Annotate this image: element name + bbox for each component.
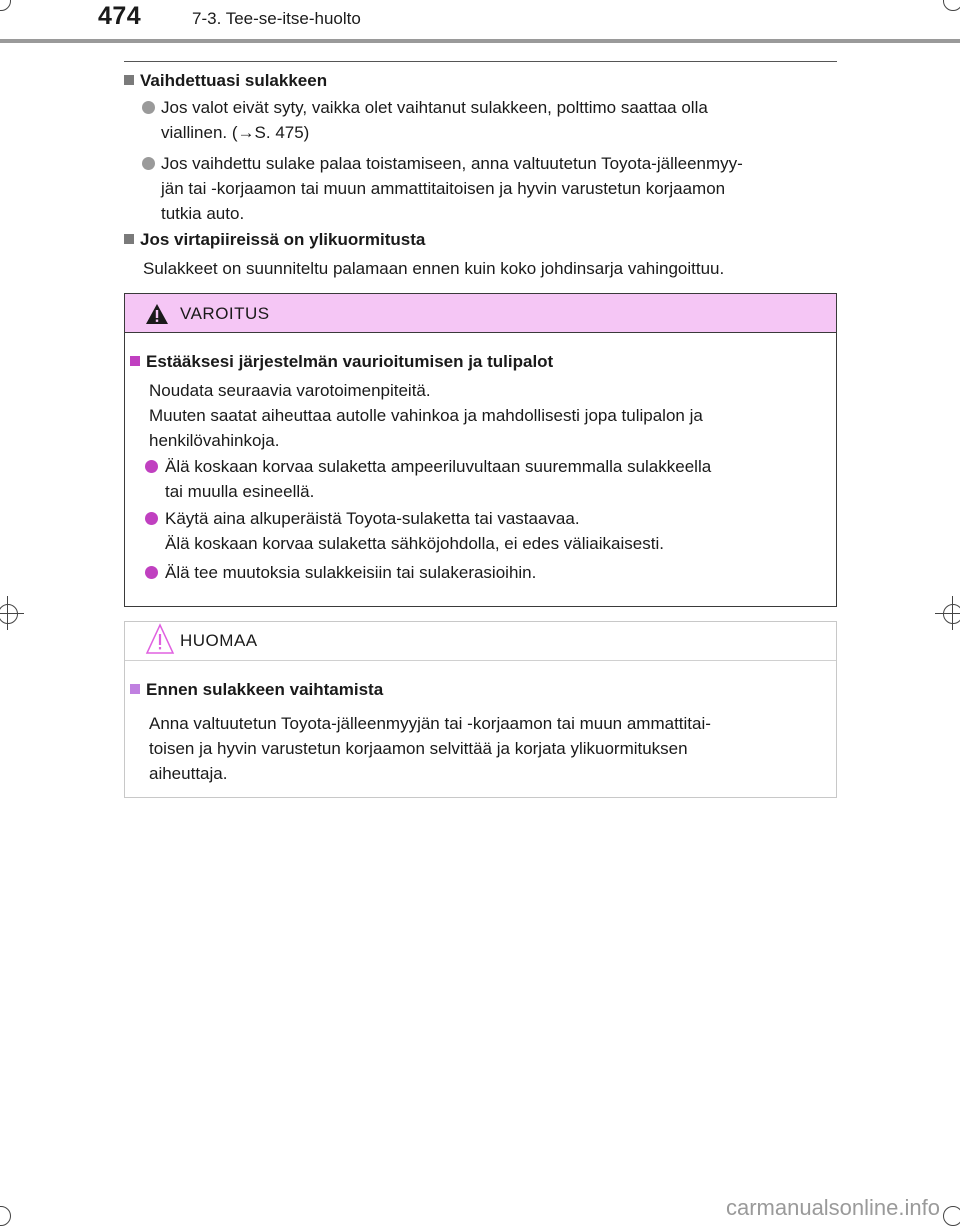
bullet-line: Käytä aina alkuperäistä Toyota-sulaketta tai vastaavaa.: [165, 509, 580, 528]
notice-header: [125, 622, 836, 661]
notice-line: toisen ja hyvin varustetun korjaamon selvittää ja korjata ylikuormituksen: [149, 739, 688, 758]
bullet-line: Jos valot eivät syty, vaikka olet vaihtanut sulakkeen, polttimo saattaa olla: [161, 98, 708, 117]
crop-mark-mid-left: [0, 604, 18, 624]
bullet-dot-icon: [142, 101, 155, 114]
warning-bullet-2: [165, 506, 827, 556]
warning-title: VAROITUS: [180, 304, 270, 323]
bullet-line: jän tai -korjaamon tai muun ammattitaitoisen ja hyvin varustetun korjaamon: [161, 179, 726, 198]
warning-heading: [130, 349, 553, 374]
bullet-line: Älä koskaan korvaa sulaketta ampeeriluvultaan suuremmalla sulakkeella: [165, 457, 712, 476]
warning-bullet-1: [165, 454, 827, 504]
crop-mark-mid-right-h: [935, 613, 960, 614]
bullet-line: Jos vaihdettu sulake palaa toistamiseen, anna valtuutetun Toyota-jälleenmyy-: [161, 154, 743, 173]
warning-triangle-icon: [145, 303, 169, 325]
bullet-line: tai muulla esineellä.: [165, 482, 315, 501]
notice-line: Anna valtuutetun Toyota-jälleenmyyjän tai -korjaamon tai muun ammattitai-: [149, 714, 711, 733]
section1-heading-text: Vaihdettuasi sulakkeen: [140, 71, 328, 90]
square-bullet-icon: [130, 356, 140, 366]
warning-heading-text: Estääksesi järjestelmän vaurioitumisen ja tulipalot: [146, 352, 554, 371]
crop-mark-top-right: [943, 0, 960, 11]
bullet-dot-icon: [145, 566, 158, 579]
notice-body: [149, 711, 823, 786]
warning-intro-line: Muuten saatat aiheuttaa autolle vahinkoa ja mahdollisesti jopa tulipalon ja: [149, 406, 703, 425]
notice-box: [124, 621, 837, 798]
warning-box: [124, 293, 837, 607]
square-bullet-icon: [124, 75, 134, 85]
bullet-line: viallinen. (→S. 475): [161, 123, 310, 142]
notice-line: aiheuttaja.: [149, 764, 228, 783]
header-rule: [0, 39, 960, 43]
page-number: 474: [98, 2, 142, 30]
bullet-dot-icon: [142, 157, 155, 170]
notice-heading-text: Ennen sulakkeen vaihtamista: [146, 680, 384, 699]
square-bullet-icon: [124, 234, 134, 244]
bullet-line: Älä koskaan korvaa sulaketta sähköjohdolla, ei edes väliaikaisesti.: [165, 534, 664, 553]
notice-heading: [130, 677, 383, 702]
crop-mark-bottom-right: [943, 1206, 960, 1226]
warning-intro-line: Noudata seuraavia varotoimenpiteitä.: [149, 381, 431, 400]
section-title: 7-3. Tee-se-itse-huolto: [192, 9, 361, 28]
section1-bullet-1: [161, 95, 837, 145]
section1-bullet-2: [161, 151, 837, 226]
notice-title: HUOMAA: [180, 631, 258, 650]
section1-heading: [124, 68, 327, 93]
square-bullet-icon: [130, 684, 140, 694]
bullet-dot-icon: [145, 512, 158, 525]
warning-header: [125, 294, 836, 333]
warning-bullet-3: [165, 560, 827, 585]
crop-mark-bottom-left: [0, 1206, 11, 1226]
warning-intro-line: henkilövahinkoja.: [149, 431, 280, 450]
watermark: carmanualsonline.info: [725, 1195, 940, 1220]
crop-mark-mid-left-h: [0, 613, 24, 614]
section2-body: Sulakkeet on suunniteltu palamaan ennen kuin koko johdinsarja vahingoittuu.: [143, 259, 725, 278]
section2-heading: [124, 227, 425, 252]
caution-triangle-icon: [145, 623, 175, 655]
crop-mark-top-left: [0, 0, 11, 11]
section2-heading-text: Jos virtapiireissä on ylikuormitusta: [140, 230, 426, 249]
crop-mark-mid-left-v: [7, 596, 8, 630]
bullet-dot-icon: [145, 460, 158, 473]
bullet-line: tutkia auto.: [161, 204, 245, 223]
warning-intro: [149, 378, 823, 453]
content-rule: [124, 61, 837, 62]
crop-mark-mid-right-v: [952, 596, 953, 630]
bullet-line: Älä tee muutoksia sulakkeisiin tai sulakerasioihin.: [165, 563, 537, 582]
